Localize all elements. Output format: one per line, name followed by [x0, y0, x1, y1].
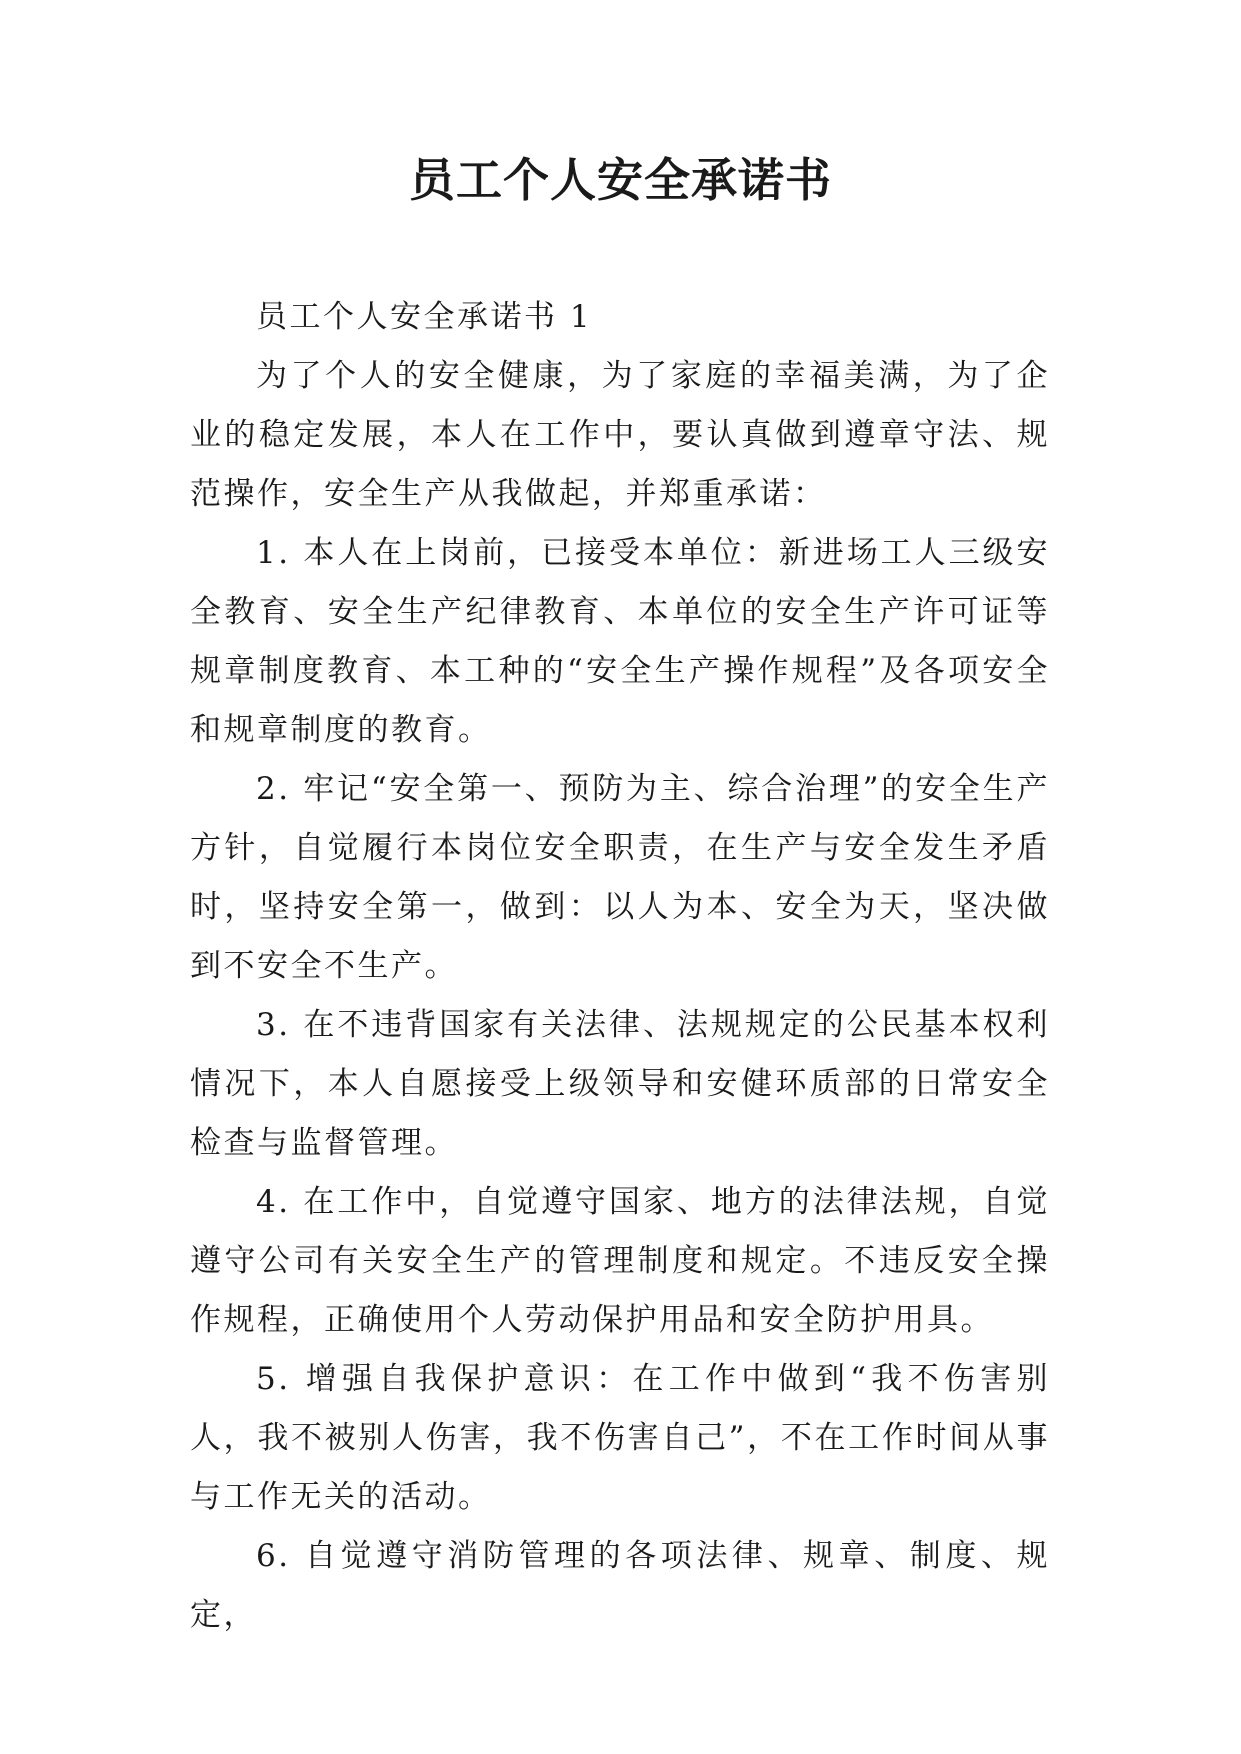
document-body: [190, 288, 1050, 1645]
section-subtitle: 员工个人安全承诺书 1: [256, 299, 593, 335]
paragraph-intro: 为了个人的安全健康，为了家庭的幸福美满，为了企业的稳定发展，本人在工作中，要认真做到遵章守法、规范操作，安全生产从我做起，并郑重承诺：: [190, 358, 1050, 512]
paragraph-item-3: 3. 在不违背国家有关法律、法规规定的公民基本权利情况下，本人自愿接受上级领导和安健环质部的日常安全检查与监督管理。: [190, 1007, 1050, 1161]
paragraph-item-6: 6. 自觉遵守消防管理的各项法律、规章、制度、规定，: [190, 1538, 1050, 1633]
paragraph-item-2: 2. 牢记“安全第一、预防为主、综合治理”的安全生产方针，自觉履行本岗位安全职责，在生产与安全发生矛盾时，坚持安全第一，做到：以人为本、安全为天，坚决做到不安全不生产。: [190, 771, 1050, 984]
paragraph-item-4: 4. 在工作中，自觉遵守国家、地方的法律法规，自觉遵守公司有关安全生产的管理制度和规定。不违反安全操作规程，正确使用个人劳动保护用品和安全防护用具。: [190, 1184, 1050, 1338]
document-title: 员工个人安全承诺书: [409, 153, 832, 207]
paragraph-item-5: 5. 增强自我保护意识：在工作中做到“我不伤害别人，我不被别人伤害，我不伤害自己”，不在工作时间从事与工作无关的活动。: [190, 1361, 1050, 1515]
paragraph-item-1: 1. 本人在上岗前，已接受本单位：新进场工人三级安全教育、安全生产纪律教育、本单位的安全生产许可证等规章制度教育、本工种的“安全生产操作规程”及各项安全和规章制度的教育。: [190, 535, 1050, 748]
